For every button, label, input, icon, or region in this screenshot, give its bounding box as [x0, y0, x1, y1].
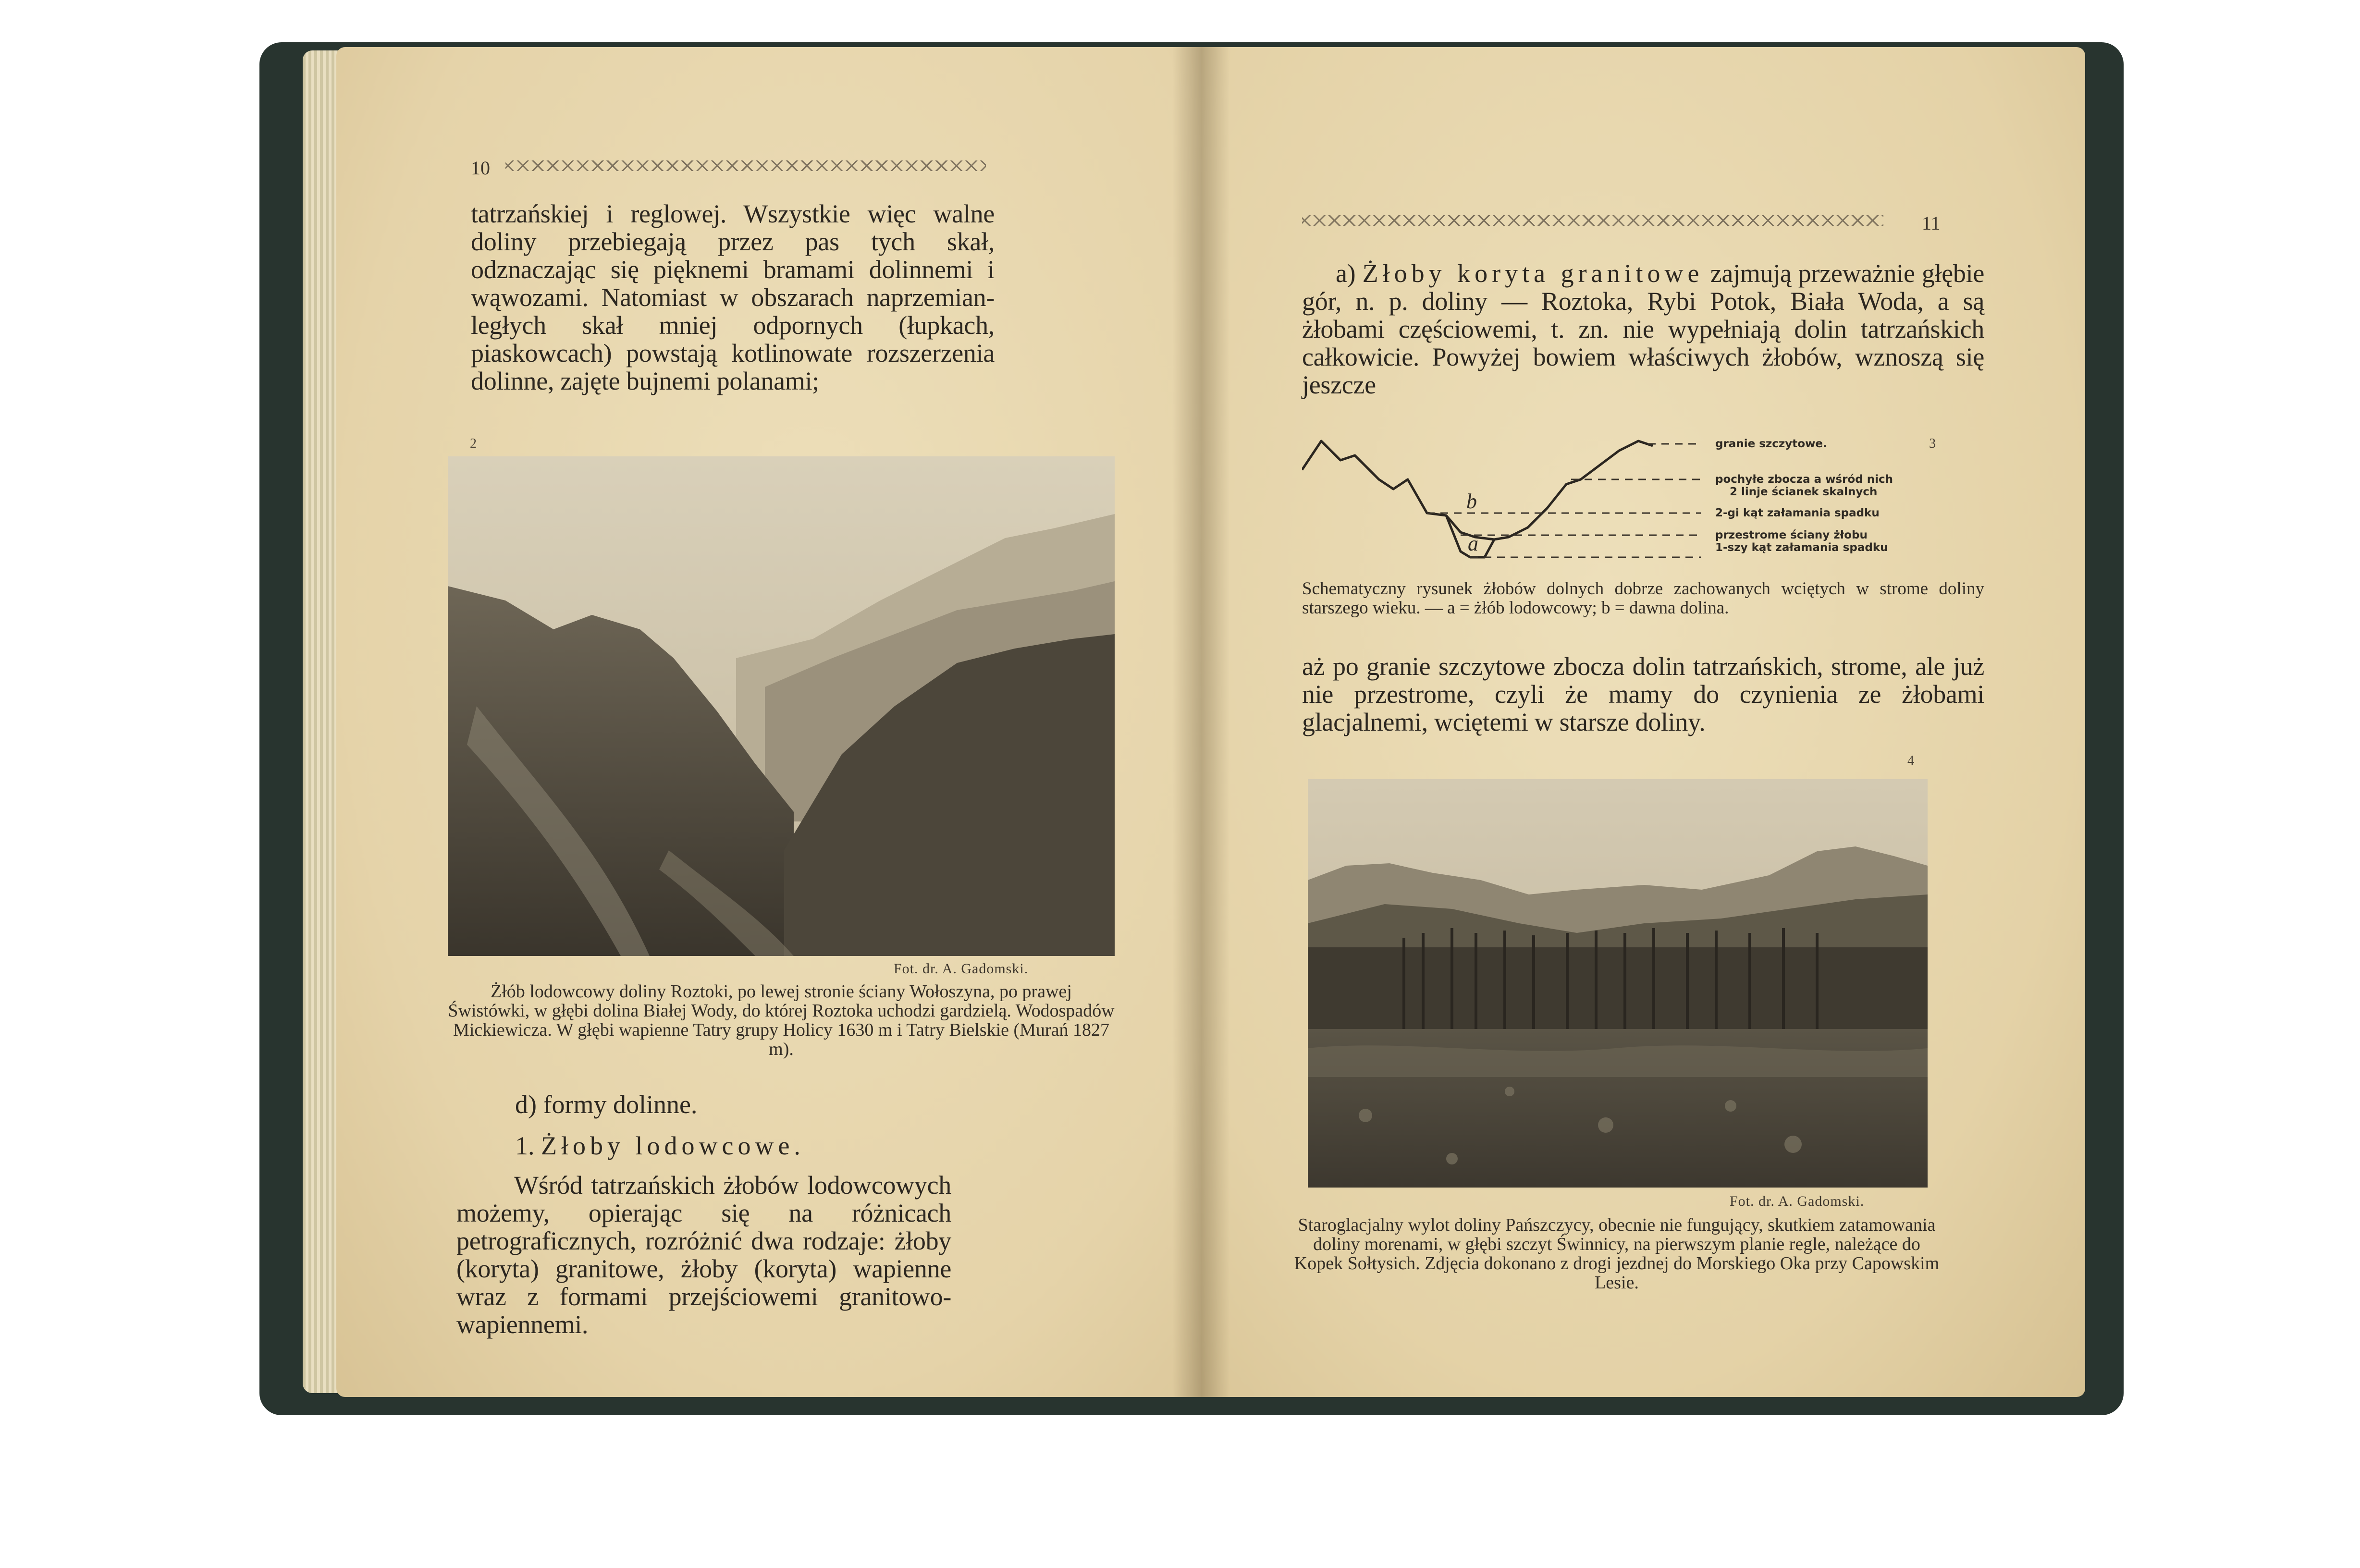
header-ornament-left — [505, 160, 986, 171]
subsection-title: Żłoby lodowcowe. — [541, 1131, 805, 1160]
figure-3-diagram — [1302, 431, 1994, 571]
photo-credit-2: Fot. dr. A. Gadomski. — [894, 961, 1029, 977]
figure-number-4: 4 — [1907, 753, 1914, 768]
figure-number-3: 3 — [1929, 436, 1936, 451]
right-page — [1201, 47, 2085, 1397]
photo-credit-4: Fot. dr. A. Gadomski. — [1730, 1193, 1865, 1209]
valley-profile-drawing — [1302, 431, 1994, 571]
legend-label-1: granie szczytowe. — [1715, 438, 1827, 450]
figure-3-caption: Schematyczny rysunek żłobów dolnych dobrze zachowanych wciętych w strome doliny starszego wieku. — a = żłób lodowcowy; b = dawna dolina. — [1302, 579, 1984, 618]
figure-4-photo — [1308, 779, 1928, 1188]
diagram-letter-b: b — [1466, 490, 1477, 513]
item-spaced-title: Żłoby koryta granitowe — [1362, 259, 1704, 288]
figure-4-caption: Staroglacjalny wylot doliny Pańszczycy, obecnie nie fungujący, skutkiem zatamowania doliny morenami, w głębi szczyt Świnnicy, na pierwszym planie regle, należące do Kopek Sołtysich. Zdjęcia dokonano z drogi jezdnej do Morskiego Oka przy Capowskim Lesie. — [1294, 1215, 1940, 1293]
item-prefix: a) — [1336, 259, 1356, 288]
page-number-left: 10 — [471, 157, 490, 179]
subsection-heading — [515, 1132, 805, 1160]
legend-label-6: 1-szy kąt załamania spadku — [1715, 541, 1888, 554]
item-text: zajmują przeważnie głębie gór, n. p. doliny — Roztoka, Rybi Potok, Biała Woda, a są żłobami częściowemi, t. zn. nie wypełniają dolin tatrzańskich całkowicie. Powyżej bowiem właściwych żłobów, wznoszą się jeszcze — [1302, 259, 1984, 399]
left-page — [336, 47, 1201, 1397]
section-heading: d) formy dolinne. — [515, 1090, 698, 1119]
right-paragraph: aż po granie szczytowe zbocza dolin tatrzańskich, strome, ale już nie przestrome, czyli że mamy do czynienia ze żłobami glacjalnemi, wciętemi w starsze doliny. — [1302, 652, 1984, 736]
legend-label-3: 2 linje ścianek skalnych — [1730, 486, 1878, 498]
legend-label-2: pochyłe zbocza a wśród nich — [1715, 473, 1893, 486]
paragraph-continued: tatrzańskiej i reglowej. Wszystkie więc walne doliny przebiegają przez pas tych skał, odznaczając się pięknemi bramami dolinnemi i wąwozami. Natomiast w obszarach naprzemian-ległych skał mniej odpornych (łupkach, piaskowcach) powstają kotlinowate rozszerzenia dolinne, zajęte bujnemi polanami; — [471, 199, 995, 395]
header-ornament-right — [1302, 215, 1883, 226]
page-number-right: 11 — [1922, 212, 1941, 234]
diagram-letter-a: a — [1468, 532, 1478, 555]
figure-2-photo — [448, 456, 1115, 956]
item-a-paragraph — [1302, 259, 1984, 404]
legend-label-5: przestrome ściany żłobu — [1715, 529, 1868, 541]
figure-2-caption: Żłób lodowcowy doliny Roztoki, po lewej stronie ściany Wołoszyna, po prawej Świstówki, w głębi dolina Białej Wody, do której Roztoka uchodzi gardzielą. Wodospadów Mickiewicza. W głębi wapienne Tatry grupy Holicy 1630 m i Tatry Bielskie (Murań 1827 m). — [448, 981, 1115, 1059]
subsection-number: 1. — [515, 1131, 535, 1160]
legend-label-4: 2-gi kąt załamania spadku — [1715, 507, 1880, 519]
figure-number-2: 2 — [470, 436, 477, 451]
paragraph-main: Wśród tatrzańskich żłobów lodowcowych możemy, opierając się na różnicach petrograficznych, rozróżnić dwa rodzaje: żłoby (koryta) granitowe, żłoby (koryta) wapienne wraz z formami przejściowemi granitowo-wapiennemi. — [456, 1171, 951, 1339]
